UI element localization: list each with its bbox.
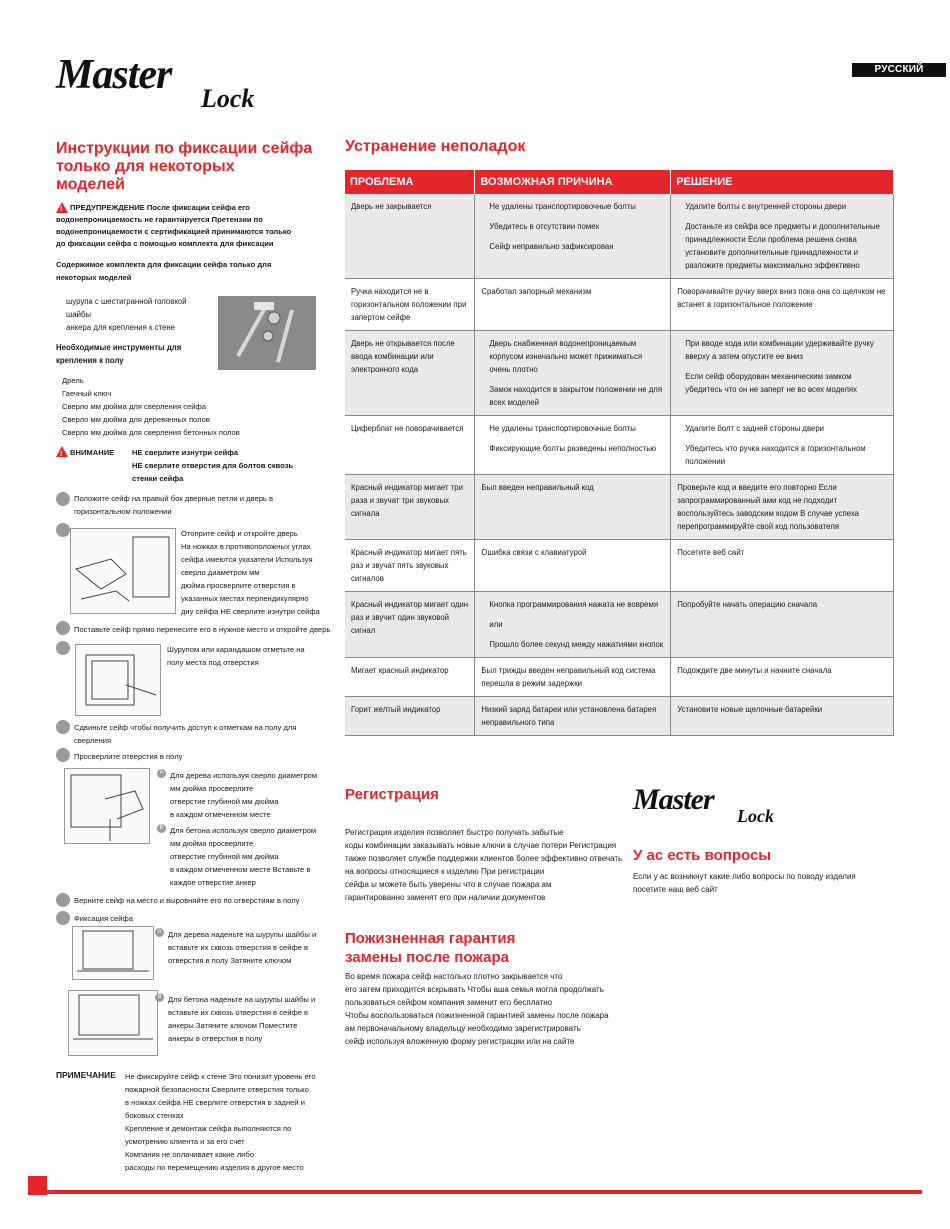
problem-cell: Дверь не открывается после ввода комбинации или электронного кода	[345, 331, 475, 416]
footer-red-square	[28, 1176, 47, 1195]
note-label: ПРИМЕЧАНИЕ	[56, 1070, 116, 1080]
kit-items	[66, 295, 216, 334]
questions-title: У ас есть вопросы	[633, 847, 772, 864]
solution-item: Проверьте код и введите его повторно Если запрограммированный ами код не подходит воспользуйтесь заводским кодом В случае успеха перепрограммируйте свой код пользователя	[677, 483, 859, 531]
warning-icon	[56, 202, 68, 213]
step-8-marker	[56, 911, 70, 925]
step-4-marker	[56, 641, 70, 655]
cause-item: Замок находится в закрытом положении не для всех моделей	[489, 385, 663, 407]
solution-item: Убедитесь что ручка находится в горизонтальном положении	[685, 444, 866, 466]
step-2-illustration	[70, 528, 176, 614]
solution-cell	[671, 416, 894, 475]
drill-wood-text: A Для дерева используя сверло диаметром мм дюйма просверлите отверстие глубиной мм дюйма в каждом отмеченном месте	[157, 769, 332, 821]
master-lock-logo-small: Master Lock	[633, 783, 774, 826]
note-text: Не фиксируйте сейф к стене Это понизит уровень его пожарной безопасности Сверлите отверстия только в ножках сейфа НЕ сверлите отверстия в задней и боковых стенках Крепление и демонтаж сейфа выполняются по усмотрению клиента и за его счет Компания не оплачивает какие либо расходы по перемещению изделия в другое место	[125, 1072, 316, 1172]
cause-item: Не удалены транспортировочные болты	[489, 202, 636, 211]
caution-label: ВНИМАНИЕ	[70, 448, 115, 457]
step-4-text: Шурупом или карандашом отметьте на полу места под отверстия	[167, 645, 305, 667]
step-2-text: Отоприте сейф и откройте дверь На ножках в противоположных углах сейфа имеются указатели Используя сверло диаметром мм дюйма просверлите отверстия в указанных местах перпендикулярно дну сейфа НЕ сверлите изнутри сейфа	[181, 529, 320, 616]
solution-item: Достаньте из сейфа все предметы и дополнительные принадлежности Если проблема решена снова установите дополнительные принадлежности и разложите предметы максимально эффективно	[685, 222, 880, 270]
step-3-marker	[56, 621, 70, 635]
cause-item: или	[489, 620, 503, 629]
solution-item: Поворачивайте ручку вверх вниз пока она со щелчком не встанет в горизонтальное положение	[677, 287, 886, 309]
cause-item: Не удалены транспортировочные болты	[489, 424, 636, 433]
col-problem: ПРОБЛЕМА	[345, 170, 475, 194]
cause-item: Был введен неправильный код	[481, 483, 594, 492]
questions-text: Если у ас возникнут какие либо вопросы по поводу изделия посетите наш веб сайт	[633, 872, 856, 894]
cause-item: Был трижды введен неправильный код система перешла в режим задержки	[481, 666, 656, 688]
table-header	[345, 170, 894, 194]
solution-item: Удалите болты с внутренней стороны двери	[685, 202, 847, 211]
caution-icon	[56, 446, 68, 457]
step-3-text: Поставьте сейф прямо перенесите его в нужное место и откройте дверь	[74, 625, 331, 634]
solution-item: Попробуйте начать операцию сначала	[677, 600, 818, 609]
step-8-text: Фиксация сейфа	[74, 914, 133, 923]
tools-list: Дрель Гаечный ключ Сверло мм дюйма для сверления сейфа Сверло мм дюйма для деревянных полов Сверло мм дюйма для сверления бетонных полов	[62, 376, 240, 437]
solution-item: Подождите две минуты и начните сначала	[677, 666, 832, 675]
kit-item: анкера для крепления к стене	[66, 323, 175, 332]
warning-label: ПРЕДУПРЕЖДЕНИЕ	[70, 203, 145, 212]
solution-item: При вводе кода или комбинации удерживайте ручку вверху а затем опустите ее вниз	[685, 339, 874, 361]
step-7-text: Верните сейф на место и выровняйте его по отверстиям в полу	[74, 896, 300, 905]
troubleshooting-table	[345, 170, 894, 736]
step-1-marker	[56, 492, 70, 506]
cause-cell	[475, 658, 671, 697]
drill-concrete-text: B Для бетона используя сверло диаметром мм дюйма просверлите отверстие глубиной мм дюйма в каждом отмеченном месте Вставьте в каждое отверстие анкер	[157, 824, 332, 889]
problem-cell: Красный индикатор мигает пять раз и звучат пять звуковых сигналов	[345, 540, 475, 592]
cause-cell	[475, 279, 671, 331]
problem-cell: Горит желтый индикатор	[345, 697, 475, 736]
solution-cell	[671, 697, 894, 736]
sub-a-marker: A	[157, 769, 166, 778]
step-6-text: Просверлите отверстия в полу	[74, 752, 183, 761]
table-row	[345, 540, 894, 592]
master-lock-logo	[56, 54, 286, 114]
table-row	[345, 194, 894, 279]
footer-red-line	[47, 1190, 922, 1194]
cause-item: Фиксирующие болты разведены неполностью	[489, 444, 657, 453]
caution-block: !ВНИМАНИЕ НЕ сверлите изнутри сейфа НЕ сверлите отверстия для болтов сквозь стенки сейфа	[56, 446, 326, 459]
table-row	[345, 658, 894, 697]
solution-cell	[671, 331, 894, 416]
cause-cell	[475, 331, 671, 416]
cause-item: Кнопка программирования нажата не вовремя	[489, 600, 659, 609]
table-row	[345, 416, 894, 475]
step-2-marker	[56, 523, 70, 537]
step-6-marker	[56, 748, 70, 762]
step-5-text: Сдвиньте сейф чтобы получить доступ к отметкам на полу для сверления	[74, 723, 297, 745]
cause-cell	[475, 194, 671, 279]
col-cause: ВОЗМОЖНАЯ ПРИЧИНА	[475, 170, 671, 194]
table-row	[345, 592, 894, 658]
problem-cell: Ручка находится не в горизонтальном положении при запертом сейфе	[345, 279, 475, 331]
install-section	[56, 140, 326, 284]
cause-cell	[475, 475, 671, 540]
solution-cell	[671, 194, 894, 279]
warning-block: !ПРЕДУПРЕЖДЕНИЕ После фиксации сейфа его водонепроницаемость не гарантируется Претензии по водонепроницаемости с сертификацией принимаются только до фиксации сейфа с помощью комплекта для фиксации	[56, 202, 326, 250]
step-6-illustration	[64, 768, 150, 844]
kit-photo	[218, 296, 316, 370]
tools-title: Необходимые инструменты для крепления к полу	[56, 343, 182, 365]
solution-cell	[671, 279, 894, 331]
sub-b-marker: B	[157, 824, 166, 833]
table-row	[345, 279, 894, 331]
step-8-wood-illustration	[72, 926, 154, 980]
step-4-illustration	[75, 644, 161, 716]
registration-title: Регистрация	[345, 786, 439, 803]
step-7-marker	[56, 893, 70, 907]
cause-item: Дверь снабженная водонепроницаемым корпусом изначально может прижиматься очень плотно	[489, 339, 643, 374]
install-title: Инструкции по фиксации сейфа только для некоторых моделей	[56, 140, 313, 193]
screws-icon	[218, 296, 316, 370]
table-row	[345, 475, 894, 540]
step-1-text: Положите сейф на правый бок дверные петли и дверь в горизонтальном положении	[74, 494, 274, 516]
troubleshooting-title: Устранение неполадок	[345, 138, 526, 155]
registration-text: Регистрация изделия позволяет быстро получать забытые коды комбинации заказывать новые ключи в случае потери Регистрация также позволяет службе поддержки клиентов более эффективно отвечать на вопросы относящиеся к изделию При регистрации сейфа ы можете быть уверены что в случае пожара ам гарантированно заменят его при наличии документов	[345, 828, 623, 902]
solution-item: Установите новые щелочные батарейки	[677, 705, 823, 714]
cause-item: Низкий заряд батареи или установлена батарея неправильного типа	[481, 705, 657, 727]
cause-item: Сейф неправильно зафиксирован	[489, 242, 614, 251]
solution-cell	[671, 540, 894, 592]
cause-cell	[475, 416, 671, 475]
solution-item: Удалите болт с задней стороны двери	[685, 424, 825, 433]
kit-item: шурупа с шестигранной головкой	[66, 297, 187, 306]
logo-lock: Lock	[201, 84, 255, 113]
logo-master: Master	[56, 52, 172, 98]
table-row	[345, 331, 894, 416]
cause-cell	[475, 540, 671, 592]
step-5-marker	[56, 720, 70, 734]
fix-concrete-text: B Для бетона наденьте на шурупы шайбы и вставьте их сквозь отверстия в сейфе в анкеры Затяните ключом Поместите анкеры в отверстия в полу	[155, 993, 335, 1045]
problem-cell: Красный индикатор мигает три раза и звучат три звуковых сигнала	[345, 475, 475, 540]
cause-cell	[475, 592, 671, 658]
problem-cell: Красный индикатор мигает один раз и звучит один звуковой сигнал	[345, 592, 475, 658]
cause-item: Ошибка связи с клавиатурой	[481, 548, 587, 557]
problem-cell: Мигает красный индикатор	[345, 658, 475, 697]
language-tab: РУССКИЙ	[852, 63, 946, 77]
fix-wood-text: A Для дерева наденьте на шурупы шайбы и вставьте их сквозь отверстия в сейфе в отверстия в полу Затяните ключом	[155, 928, 335, 967]
solution-item: Если сейф оборудован механическим замком убедитесь что он не заперт не во всех моделях	[685, 372, 857, 394]
cause-cell	[475, 697, 671, 736]
problem-cell: Циферблат не поворачивается	[345, 416, 475, 475]
solution-cell	[671, 592, 894, 658]
table-row	[345, 697, 894, 736]
kit-title: Содержимое комплекта для фиксации сейфа только для некоторых моделей	[56, 260, 272, 282]
warranty-title: Пожизненная гарантия замены после пожара	[345, 930, 516, 966]
warranty-text: Во время пожара сейф настолько плотно закрывается что его затем приходится вскрывать Чтобы аша семья могла продолжать пользоваться сейфом компания заменит его бесплатно Чтобы воспользоваться пожизненной гарантией замены после пожара ам первоначальному владельцу необходимо зарегистрировать сейф используя вложенную форму регистрации или на сайте	[345, 972, 609, 1046]
step-8-concrete-illustration	[68, 990, 158, 1056]
cause-item: Сработал запорный механизм	[481, 287, 592, 296]
kit-item: шайбы	[66, 310, 92, 319]
col-solution: РЕШЕНИЕ	[671, 170, 894, 194]
problem-cell: Дверь не закрывается	[345, 194, 475, 279]
solution-item: Посетите веб сайт	[677, 548, 745, 557]
solution-cell	[671, 475, 894, 540]
cause-item: Прошло более секунд между нажатиями кнопок	[489, 640, 664, 649]
cause-item: Убедитесь в отсутствии помех	[489, 222, 600, 231]
solution-cell	[671, 658, 894, 697]
